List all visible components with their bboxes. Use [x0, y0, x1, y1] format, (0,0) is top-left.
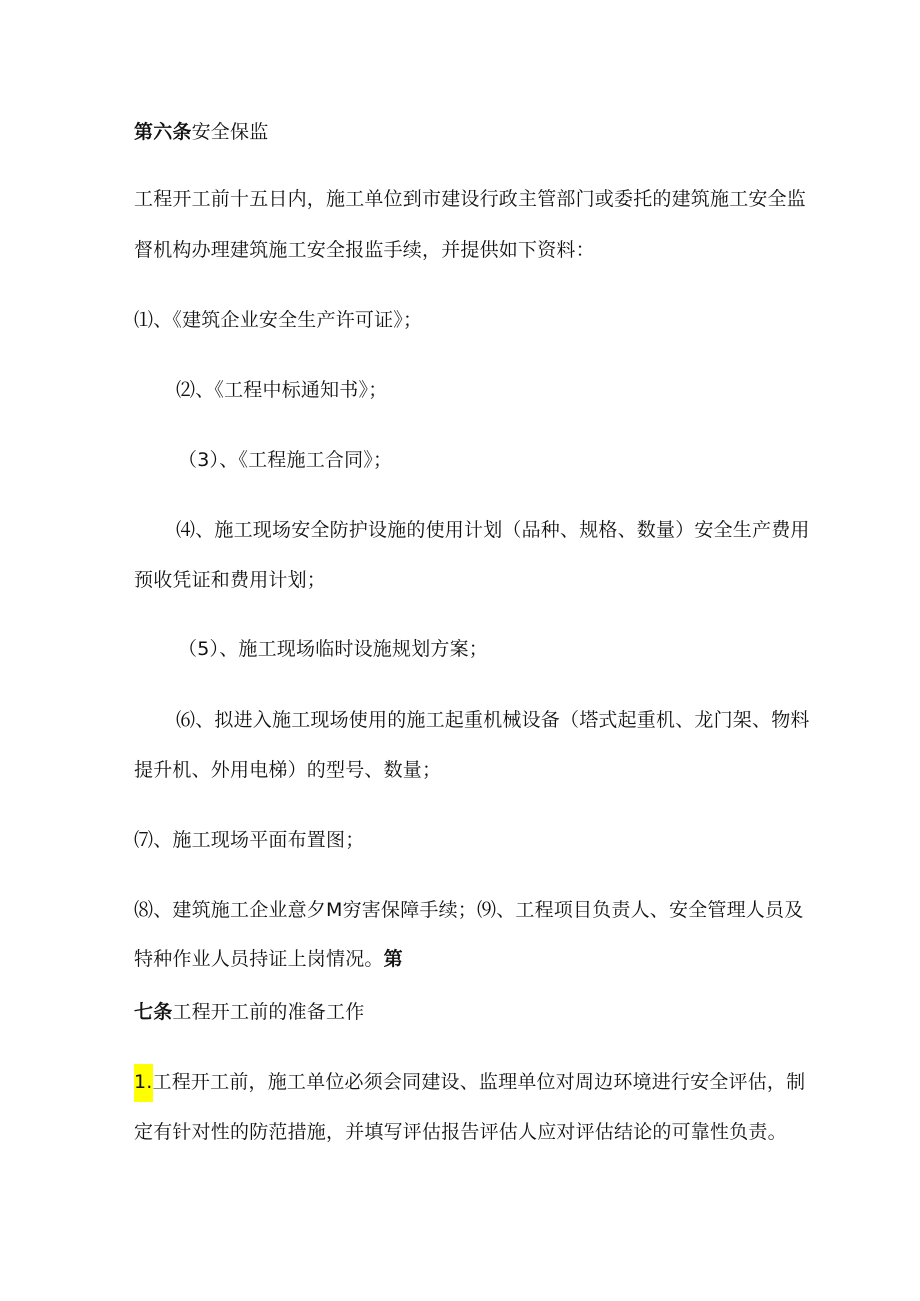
section7-paragraph1-line1 — [134, 1070, 805, 1094]
section7-heading — [134, 1000, 364, 1024]
paragraph-number-highlight: 1. — [134, 1064, 153, 1102]
list-item-6-line2: 提升机、外用电梯）的型号、数量； — [134, 759, 442, 781]
section7-paragraph1-text: 工程开工前，施工单位必须会同建设、监理单位对周边环境进行安全评估，制 — [152, 1071, 806, 1093]
section6-intro-line2: 督机构办理建筑施工安全报监手续，并提供如下资料： — [134, 239, 595, 261]
list-item-5: （5）、施工现场临时设施规划方案； — [178, 638, 488, 660]
section6-title-bold: 第六条 — [134, 121, 192, 143]
section7-title-start: 第 — [383, 948, 403, 970]
section7-title-bold: 七条 — [134, 1001, 173, 1023]
list-item-8-9-line2-text: 特种作业人员持证上岗情况。 — [134, 948, 384, 970]
list-item-3: （3）、《工程施工合同》； — [178, 449, 393, 471]
list-item-4-line2: 预收凭证和费用计划； — [134, 569, 327, 591]
section6-title-rest: 安全保监 — [191, 121, 269, 143]
section7-title-rest: 工程开工前的准备工作 — [172, 1001, 365, 1023]
list-item-4-line1: ⑷、施工现场安全防护设施的使用计划（品种、规格、数量）安全生产费用 — [176, 519, 810, 541]
section6-intro-line1: 工程开工前十五日内，施工单位到市建设行政主管部门或委托的建筑施工安全监 — [134, 188, 807, 210]
list-item-8-9-line1: ⑻、建筑施工企业意夕M穷害保障手续；⑼、工程项目负责人、安全管理人员及 — [134, 899, 804, 921]
list-item-2: ⑵、《工程中标通知书》； — [176, 379, 388, 401]
section7-paragraph1-line2: 定有针对性的防范措施，并填写评估报告评估人应对评估结论的可靠性负责。 — [134, 1121, 787, 1143]
list-item-8-9-line2 — [134, 947, 403, 971]
list-item-6-line1: ⑹、拟进入施工现场使用的施工起重机械设备（塔式起重机、龙门架、物料 — [176, 709, 810, 731]
list-item-1: ⑴、《建筑企业安全生产许可证》； — [134, 309, 423, 331]
section6-heading — [134, 120, 268, 144]
list-item-7: ⑺、施工现场平面布置图； — [134, 829, 365, 851]
